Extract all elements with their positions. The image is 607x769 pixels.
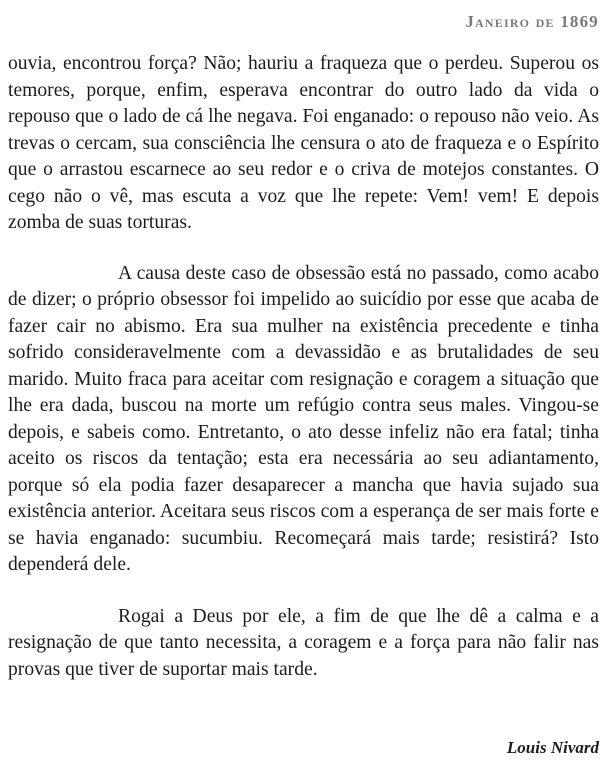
paragraph-prayer: Rogai a Deus por ele, a fim de que lhe dê a calma e a resignação de que tanto necessita, a coragem e a força para não falir nas provas que tiver de suportar mais tarde. — [8, 605, 599, 680]
running-header: Janeiro de 1869 — [465, 12, 599, 31]
paragraph-continuation: ouvia, encontrou força? Não; hauriu a fraqueza que o perdeu. Superou os temores, porque, enfim, esperava encontrar do outro lado da vida o repouso que o lado de cá lhe negava. Foi enganado: o repouso não veio. As trevas o cercam, sua consciência lhe censura o ato de fraqueza e o Espírito que o arrastou escarnece ao seu redor e o criva de motejos constantes. O cego não o vê, mas escuta a voz que lhe repete: Vem! vem! E depois zomba de suas torturas. — [8, 53, 599, 233]
body-text — [8, 51, 599, 683]
signature: Louis Nivard — [506, 738, 599, 757]
paragraph-obsession-cause: A causa deste caso de obsessão está no passado, como acabo de dizer; o próprio obsessor foi impelido ao suicídio por esse que acaba de fazer cair no abismo. Era sua mulher na existência precedente e tinha sofrido consideravelmente com a devassidão e as brutalidades de seu marido. Muito fraca para aceitar com resignação e coragem a situação que lhe era dada, buscou na morte um refúgio contra seus males. Vingou-se depois, e sabeis como. Entretanto, o ato desse infeliz não era fatal; tinha aceito os riscos da tentação; esta era necessária ao seu adiantamento, porque só ela podia fazer desaparecer a mancha que havia sujado sua existência anterior. Aceitara seus riscos com a esperança de ser mais forte e se havia enganado: sucumbiu. Recomeçará mais tarde; resistirá? Isto dependerá dele. — [8, 262, 599, 575]
